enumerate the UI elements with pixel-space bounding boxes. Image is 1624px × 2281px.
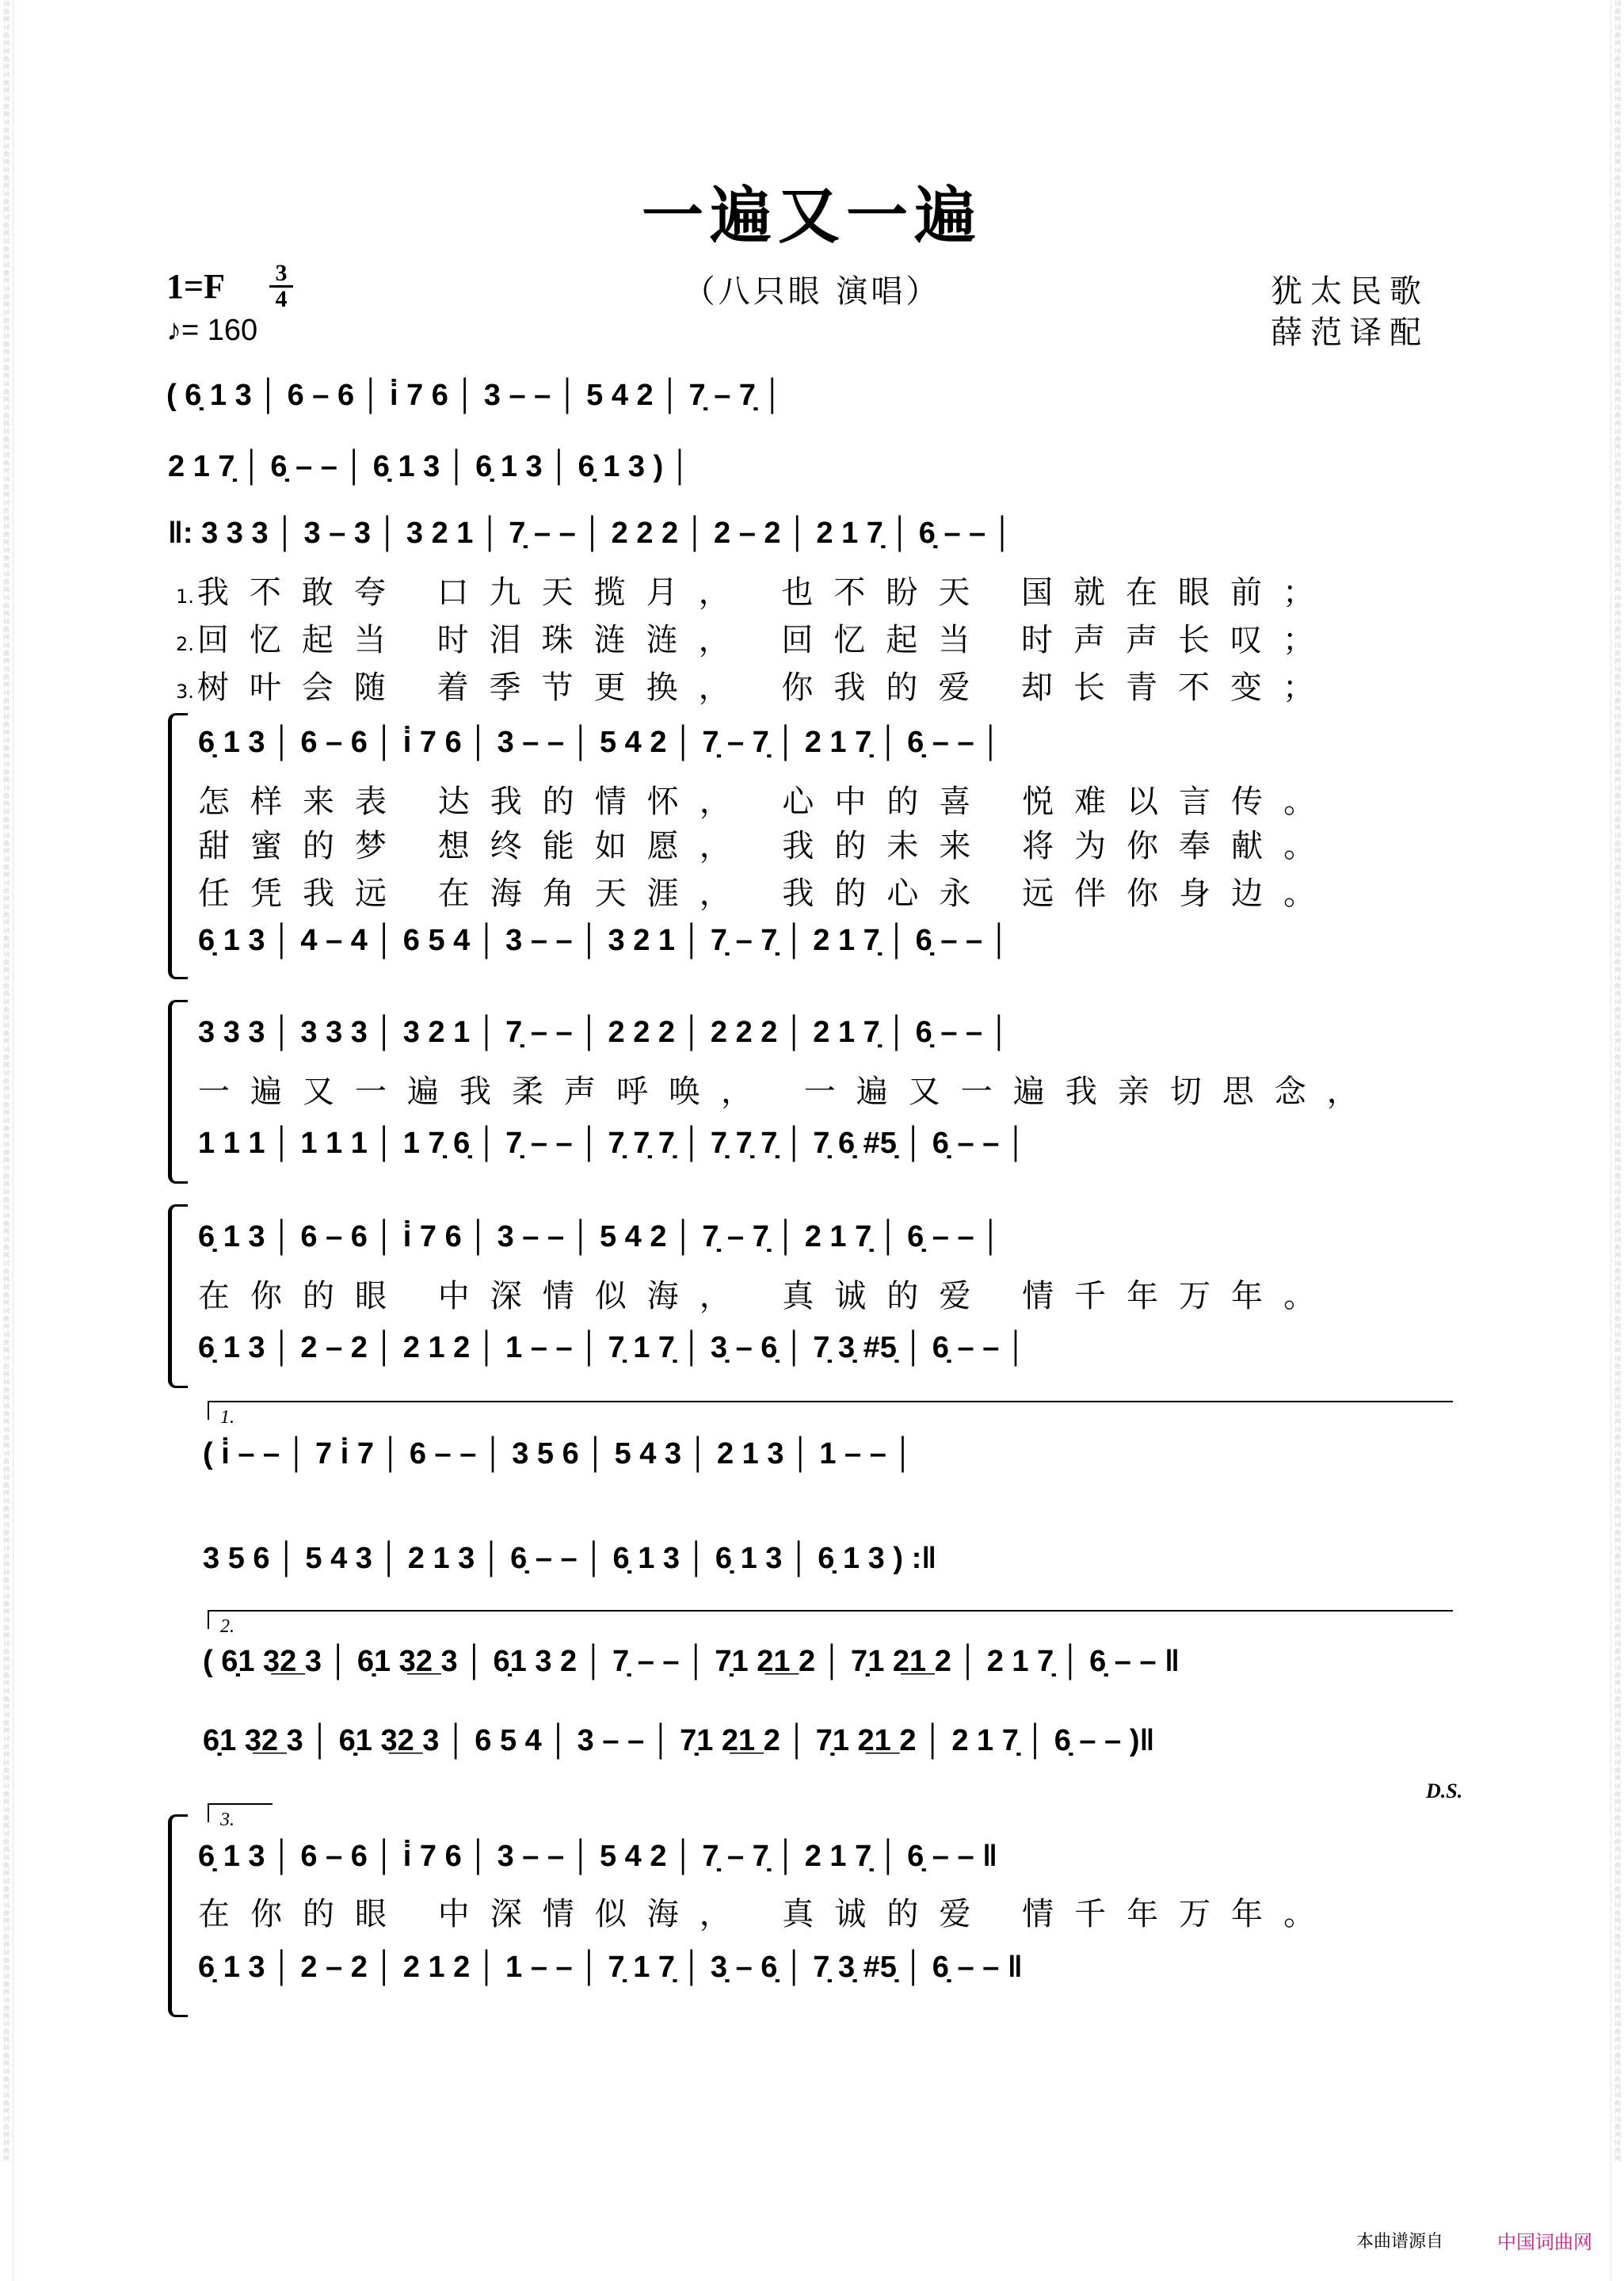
time-signature-numerator: 3 <box>269 261 293 288</box>
verse-number: 3. <box>176 681 194 703</box>
notation-line-ending1-a: ( i̇ – – │ 7 i̇ 7 │ 6 – – │ 3 5 6 │ 5 4 3 │ 2 1 3 │ 1 – – │ <box>203 1437 914 1470</box>
lyric-line-verse-3 <box>176 662 1335 708</box>
volta-bracket-2 <box>208 1610 1453 1637</box>
notation-line-intro-2: 2 1 7̣ │ 6̣ – – │ 6̣ 1 3 │ 6̣ 1 3 │ 6̣ 1 3 ) │ <box>168 450 691 483</box>
system-brace <box>168 713 188 979</box>
lyric-line-verse-1 <box>176 567 1335 612</box>
notation-line-harmony: 6̣ 1 3 │ 4 – 4 │ 6 5 4 │ 3 – – │ 3 2 1 │ 7̣ – 7̣ │ 2 1 7̣ │ 6̣ – – │ <box>198 924 1010 957</box>
origin-credit: 犹太民歌 <box>1271 273 1429 310</box>
system-brace <box>168 1204 188 1388</box>
ds-marking: D.S. <box>1426 1779 1463 1802</box>
lyric-line: 任凭我远 在海角天涯， 我的心永 远伴你身边。 <box>198 875 1336 912</box>
key-signature: 1=F <box>166 267 225 306</box>
notation-line-verse-melody: ‖: 3 3 3 │ 3 – 3 │ 3 2 1 │ 7̣ – – │ 2 2 2 │ 2 – 2 │ 2 1 7̣ │ 6̣ – – │ <box>168 517 1013 550</box>
right-watermark-strip: 词 曲 网 词 曲 网 词 曲 网 词 曲 网 词 曲 网 词 曲 网 词 曲 网 词 曲 网 词 曲 网 词 曲 网 词 曲 网 词 曲 网 词 曲 网 词 曲 网 词 曲 网 词 曲 网 词 曲 网 词 曲 网 词 曲 网 词 曲 网 词 曲 网 词 曲 网 词 曲 网 词 曲 网 词 曲 网 词 曲 网 词 曲 网 词 曲 网 词 曲 网 词 曲 网 词 曲 网 词 曲 网 词 曲 网 词 曲 网 词 曲 网 词 曲 网 词 曲 网 词 曲 网 词 曲 网 词 曲 网 词 曲 网 词 曲 网 词 曲 网 词 曲 网 词 曲 网 词 曲 网 词 曲 网 词 曲 网 词 曲 网 词 曲 网 词 曲 网 词 曲 网 词 曲 网 词 曲 网 词 曲 网 词 曲 网 词 曲 网 词 曲 网 词 曲 网 词 曲 网 词 曲 网 词 曲 网 词 曲 网 词 曲 网 词 曲 网 词 曲 网 词 曲 网 词 曲 网 词 曲 网 词 曲 网 词 曲 网 词 曲 网 词 曲 网 词 曲 网 词 曲 网 词 曲 网 词 曲 网 词 曲 网 词 曲 网 词 曲 网 词 曲 网 词 曲 网 词 曲 网 词 曲 网 词 曲 网 词 曲 网 词 曲 网 词 曲 网 词 曲 网 词 曲 网 词 曲 网 <box>1611 0 1624 2281</box>
lyric-text: 树叶会随 着季节更换， 你我的爱 却长青不变； <box>196 669 1336 706</box>
singer-credit: （八只眼 演唱） <box>683 273 941 310</box>
notation-line-ending3-harmony: 6̣ 1 3 │ 2 – 2 │ 2 1 2 │ 1 – – │ 7̣ 1 7̣ │ 3̣ – 6̣ │ 7̣ 3̣ #5̣ │ 6̣ – – ‖ <box>198 1951 1023 1984</box>
song-title: 一遍又一遍 <box>641 180 982 252</box>
lyric-line: 在你的眼 中深情似海， 真诚的爱 情千年万年。 <box>198 1278 1336 1314</box>
lyric-line-verse-2 <box>176 615 1335 660</box>
system-brace <box>168 1000 188 1184</box>
notation-line-intro-1: ( 6̣ 1 3 │ 6 – 6 │ i̇ 7 6 │ 3 – – │ 5 4 2 │ 7̣ – 7̣ │ <box>166 379 783 412</box>
lyric-line-chorus: 一遍又一遍我柔声呼唤， 一遍又一遍我亲切思念， <box>198 1074 1379 1110</box>
notation-line-harmony: 6̣ 1 3 │ 2 – 2 │ 2 1 2 │ 1 – – │ 7̣ 1 7̣ │ 3̣ – 6̣ │ 7̣ 3̣ #5̣ │ 6̣ – – │ <box>198 1331 1027 1364</box>
time-signature-denominator: 4 <box>275 286 288 312</box>
notation-line-melody: 6̣ 1 3 │ 6 – 6 │ i̇ 7 6 │ 3 – – │ 5 4 2 │ 7̣ – 7̣ │ 2 1 7̣ │ 6̣ – – │ <box>198 1220 1001 1253</box>
lyric-line: 甜蜜的梦 想终能如愿， 我的未来 将为你奉献。 <box>198 828 1336 864</box>
notation-line-chorus-harmony: 1 1 1 │ 1 1 1 │ 1 7̣ 6̣ │ 7̣ – – │ 7̣ 7̣ 7̣ │ 7̣ 7̣ 7̣ │ 7̣ 6̣ #5̣ │ 6̣ – – │ <box>198 1127 1027 1160</box>
volta-bracket-3 <box>208 1803 273 1830</box>
notation-line-ending3-melody: 6̣ 1 3 │ 6 – 6 │ i̇ 7 6 │ 3 – – │ 5 4 2 │ 7̣ – 7̣ │ 2 1 7̣ │ 6̣ – – ‖ <box>198 1840 998 1873</box>
notation-line-chorus-melody: 3 3 3 │ 3 3 3 │ 3 2 1 │ 7̣ – – │ 2 2 2 │ 2 2 2 │ 2 1 7̣ │ 6̣ – – │ <box>198 1016 1010 1049</box>
footer-source-label: 本曲谱源自 <box>1356 2232 1444 2252</box>
lyric-line: 怎样来表 达我的情怀， 心中的喜 悦难以言传。 <box>198 784 1336 820</box>
left-watermark-strip: 词 曲 网 词 曲 网 词 曲 网 词 曲 网 词 曲 网 词 曲 网 词 曲 网 词 曲 网 词 曲 网 词 曲 网 词 曲 网 词 曲 网 词 曲 网 词 曲 网 词 曲 网 词 曲 网 词 曲 网 词 曲 网 词 曲 网 词 曲 网 词 曲 网 词 曲 网 词 曲 网 词 曲 网 词 曲 网 词 曲 网 词 曲 网 词 曲 网 词 曲 网 词 曲 网 词 曲 网 词 曲 网 词 曲 网 词 曲 网 词 曲 网 词 曲 网 词 曲 网 词 曲 网 词 曲 网 词 曲 网 词 曲 网 词 曲 网 词 曲 网 词 曲 网 词 曲 网 词 曲 网 词 曲 网 词 曲 网 词 曲 网 词 曲 网 词 曲 网 词 曲 网 词 曲 网 词 曲 网 词 曲 网 词 曲 网 词 曲 网 词 曲 网 词 曲 网 词 曲 网 词 曲 网 词 曲 网 词 曲 网 词 曲 网 词 曲 网 词 曲 网 词 曲 网 词 曲 网 词 曲 网 词 曲 网 词 曲 网 词 曲 网 词 曲 网 词 曲 网 词 曲 网 词 曲 网 词 曲 网 词 曲 网 词 曲 网 词 曲 网 词 曲 网 词 曲 网 词 曲 网 词 曲 网 词 曲 网 词 曲 网 词 曲 网 词 曲 网 词 曲 网 词 曲 网 词 曲 网 <box>0 0 13 2281</box>
volta-label: 2. <box>220 1616 234 1637</box>
lyric-line-ending3: 在你的眼 中深情似海， 真诚的爱 情千年万年。 <box>198 1896 1336 1932</box>
footer-site-link[interactable]: 中国词曲网 <box>1497 2231 1592 2253</box>
volta-bracket-1 <box>208 1401 1453 1428</box>
verse-number: 1. <box>176 586 194 608</box>
translator-credit: 薛范译配 <box>1271 315 1429 351</box>
notation-line-melody: 6̣ 1 3 │ 6 – 6 │ i̇ 7 6 │ 3 – – │ 5 4 2 │ 7̣ – 7̣ │ 2 1 7̣ │ 6̣ – – │ <box>198 726 1001 759</box>
system-brace <box>168 1814 188 2017</box>
verse-number: 2. <box>176 633 194 655</box>
lyric-text: 回忆起当 时泪珠涟涟， 回忆起当 时声声长叹； <box>196 622 1336 658</box>
lyric-text: 我不敢夸 口九天揽月， 也不盼天 国就在眼前； <box>196 574 1336 611</box>
tempo-marking: ♪= 160 <box>166 314 258 347</box>
volta-label: 1. <box>220 1407 234 1428</box>
volta-label: 3. <box>220 1810 234 1830</box>
notation-line-ending2-a: ( 6̣1 3̲2̲ 3 │ 6̣1 3̲2̲ 3 │ 6̣1 3 2 │ 7̣ – – │ 7̣1 2̲1̲ 2 │ 7̣1 2̲1̲ 2 │ 2 1 7̣ │ 6̣ – – ‖ <box>203 1645 1180 1678</box>
notation-line-ending2-b: 6̣1 3̲2̲ 3 │ 6̣1 3̲2̲ 3 │ 6 5 4 │ 3 – – │ 7̣1 2̲1̲ 2 │ 7̣1 2̲1̲ 2 │ 2 1 7̣ │ 6̣ – – )‖ <box>203 1724 1155 1757</box>
notation-line-ending1-b: 3 5 6 │ 5 4 3 │ 2 1 3 │ 6̣ – – │ 6̣ 1 3 │ 6̣ 1 3 │ 6̣ 1 3 ) :‖ <box>203 1542 937 1575</box>
